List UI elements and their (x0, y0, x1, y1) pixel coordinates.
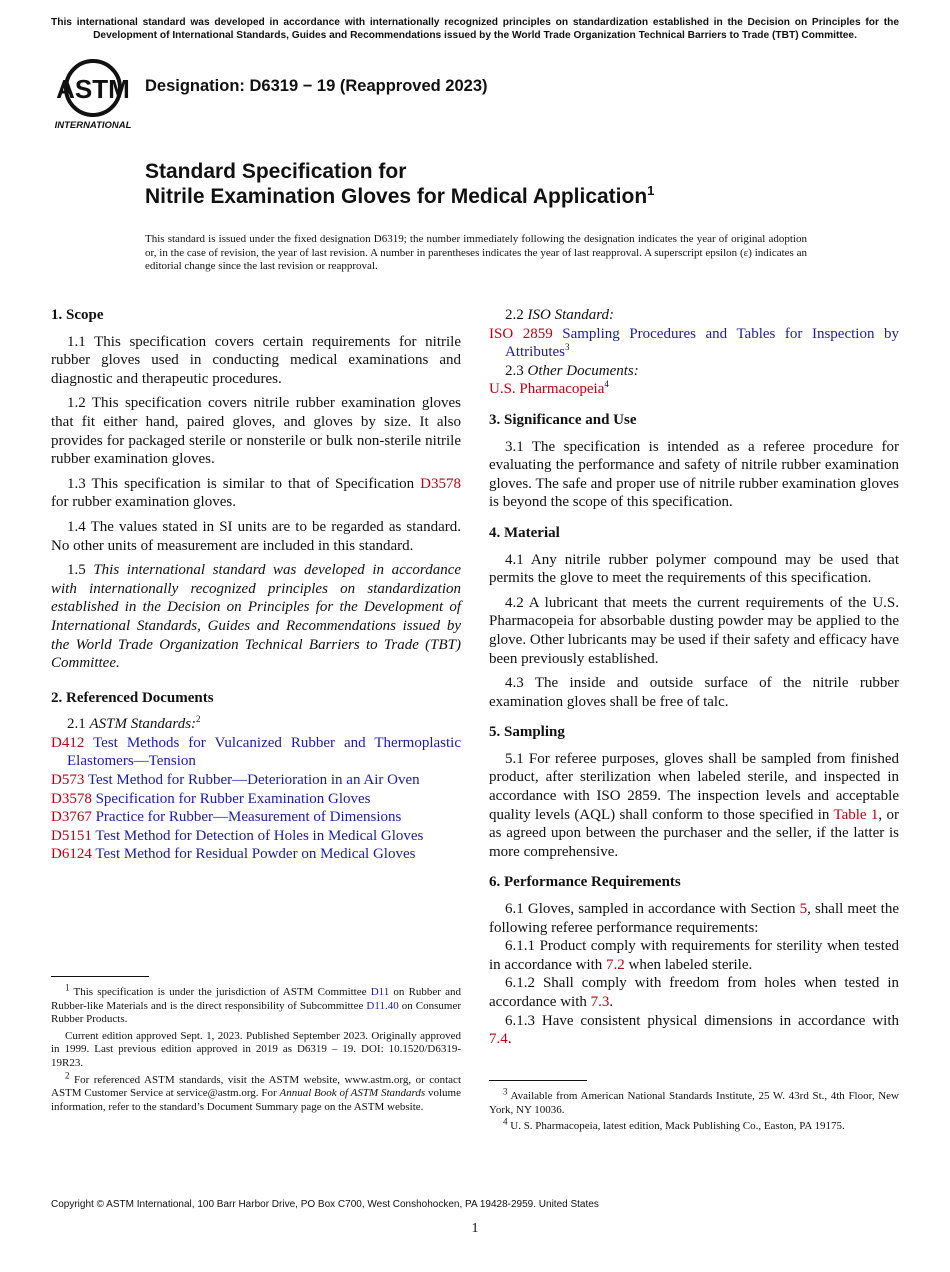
reference-item (51, 808, 461, 827)
footnotes-left (51, 976, 461, 1117)
section-heading: 4. Material (489, 524, 560, 541)
link-section-5[interactable]: 5 (799, 901, 808, 918)
ref-code-link[interactable]: D412 (51, 734, 85, 751)
right-column (489, 306, 899, 1061)
section-heading: 2. Referenced Documents (51, 689, 214, 706)
paragraph: 4.1 Any nitrile rubber polymer compound may be used that permits the glove to meet the requirements of this specification. (489, 551, 899, 587)
ref-code-link[interactable]: D6124 (51, 846, 92, 863)
ref-code-link[interactable]: ISO 2859 (489, 325, 553, 342)
reference-item (51, 845, 461, 864)
text: . (507, 1031, 512, 1048)
ref-title-link[interactable]: Test Method for Rubber—Deterioration in an Air Oven (87, 772, 420, 789)
ref-title-link[interactable]: Sampling Procedures and Tables for Inspection by Attributes (505, 325, 899, 361)
paragraph: 1.1 This specification covers certain requirements for nitrile rubber gloves used in conducting medical examinations and diagnostic and therapeutic procedures. (51, 333, 461, 387)
text: Annual Book of ASTM Standards (279, 1087, 426, 1100)
reference-list (51, 734, 461, 864)
text: when labeled sterile. (624, 956, 753, 973)
title-line-2 (145, 184, 654, 209)
astm-logo (52, 56, 134, 132)
ref-code-link[interactable]: D3767 (51, 809, 92, 826)
section-referenced-documents-cont (489, 306, 899, 399)
reference-item (51, 771, 461, 790)
ref-code-link[interactable]: D5151 (51, 827, 92, 844)
text: 5.1 For referee purposes, gloves shall be sampled from finished product, after sterilization when labeled sterile, and inspected in accordance with ISO 2859. The inspection levels and acceptable quality levels (AQL) shall conform to those specified in (489, 750, 899, 823)
section-performance (489, 873, 899, 1048)
text: This specification is under the jurisdiction of ASTM Committee (69, 986, 371, 998)
footnote-number: 4 (503, 1116, 508, 1127)
text: 6.1 Gloves, sampled in accordance with Section (505, 901, 800, 918)
section-heading: 3. Significance and Use (489, 411, 637, 428)
footnote-divider (51, 976, 149, 977)
footnote-divider (489, 1080, 587, 1081)
footnote-number: 2 (65, 1069, 70, 1080)
paragraph: 4.2 A lubricant that meets the current requirements of the U.S. Pharmacopeia for absorbable dusting powder may be applied to the glove. Other lubricants may be used if their safety and efficacy have been previously established. (489, 594, 899, 667)
ref-code-link[interactable]: U.S. Pharmacopeia (489, 381, 605, 398)
text: 6.1.3 Have consistent physical dimensions in accordance with (505, 1012, 899, 1029)
footnote-ref: 4 (604, 379, 609, 390)
section-material (489, 524, 899, 711)
paragraph (489, 750, 899, 862)
text: on Consumer Rubber Products. (51, 999, 461, 1026)
text: U. S. Pharmacopeia, latest edition, Mack Publishing Co., Easton, PA 19175. (507, 1120, 845, 1133)
link-7-3[interactable]: 7.3 (590, 994, 610, 1010)
section-heading: 6. Performance Requirements (489, 874, 681, 891)
text: ISO Standard: (527, 307, 615, 323)
link-table-1[interactable]: Table 1 (833, 806, 879, 823)
footnote-edition: Current edition approved Sept. 1, 2023. Published September 2023. Originally approved in 1999. Last previous edition approved in 2019 as D6319 – 19. DOI: 10.1520/D6319-19R23. (51, 1029, 461, 1069)
designation: Designation: D6319 − 19 (Reapproved 2023) (145, 77, 488, 95)
text: 1.5 (67, 562, 94, 579)
paragraph: 3.1 The specification is intended as a referee procedure for evaluating the performance and safety of nitrile rubber examination gloves. The safe and proper use of nitrile rubber examination gloves is beyond the scope of this specification. (489, 438, 899, 511)
subheading (489, 362, 899, 381)
ref-code-link[interactable]: D3578 (51, 790, 92, 807)
page-number: 1 (471, 1221, 479, 1236)
text: for rubber examination gloves. (51, 494, 236, 511)
section-referenced-documents (51, 689, 461, 864)
footnote-ref: 2 (196, 714, 201, 725)
text: Available from American National Standards Institute, 25 W. 43rd St., 4th Floor, New York, NY 10036. (489, 1090, 899, 1116)
copyright: Copyright © ASTM International, 100 Barr Harbor Drive, PO Box C700, West Conshohocken, PA 19428-2959. United States (51, 1199, 599, 1210)
subheading (51, 715, 461, 734)
svg-text:INTERNATIONAL: INTERNATIONAL (54, 120, 132, 131)
text: Other Documents: (527, 362, 639, 379)
footnotes-right (489, 1080, 899, 1137)
link-d11[interactable]: D11 (370, 986, 390, 998)
section-significance (489, 411, 899, 512)
text: , shall meet the following referee performance requirements: (489, 901, 899, 936)
text: on Rubber and Rubber-like Materials and is the direct responsibility of Subcommittee (51, 986, 462, 1012)
ref-code-link[interactable]: D573 (51, 772, 85, 789)
text: 2.2 (505, 307, 528, 323)
text: ASTM Standards: (89, 716, 197, 733)
reference-item (51, 734, 461, 771)
reference-item (489, 380, 899, 399)
footnote-3 (489, 1086, 899, 1117)
left-column (51, 306, 461, 876)
footnote-number: 1 (65, 982, 70, 993)
paragraph (489, 974, 899, 1011)
link-d11-40[interactable]: D11.40 (366, 999, 399, 1012)
header-notice: This international standard was developed in accordance with internationally recognized principles on standardization established in the Decision on Principles for the Development of International Standards, Guides and Recommendations issued by the World Trade Organization Technical Barriers to Trade (TBT) Committee. (51, 17, 899, 41)
link-d3578[interactable]: D3578 (420, 475, 461, 492)
reference-item (489, 325, 899, 362)
footnote-2 (51, 1069, 461, 1115)
reference-item (51, 790, 461, 809)
ref-title-link[interactable]: Test Methods for Vulcanized Rubber and Thermoplastic Elastomers—Tension (67, 734, 462, 770)
issue-note: This standard is issued under the fixed designation D6319; the number immediately following the designation indicates the year of original adoption or, in the case of revision, the year of last revision. A number in parentheses indicates the year of last reapproval. A superscript epsilon (ε) indicates an editorial change since the last revision or reapproval. (145, 233, 807, 272)
footnote-1 (51, 982, 462, 1027)
paragraph (489, 1012, 899, 1049)
title-line-1: Standard Specification for (145, 160, 407, 183)
title-text: Nitrile Examination Gloves for Medical Application (145, 185, 648, 208)
link-7-4[interactable]: 7.4 (489, 1031, 508, 1048)
ref-title-link[interactable]: Test Method for Detection of Holes in Medical Gloves (95, 827, 424, 844)
text: 1.3 This specification is similar to that of Specification (67, 475, 421, 492)
text: 2.1 (67, 716, 90, 733)
page-title (145, 159, 654, 209)
section-heading: 5. Sampling (489, 724, 565, 741)
text: 6.1.1 Product comply with requirements for sterility when tested in accordance with (489, 938, 899, 973)
paragraph (489, 900, 899, 937)
link-7-2[interactable]: 7.2 (606, 956, 625, 973)
text: . (609, 994, 614, 1010)
text: For referenced ASTM standards, visit the ASTM website, www.astm.org, or contact ASTM Customer Service at service@astm.org. For (51, 1073, 461, 1100)
text: 6.1.2 Shall comply with freedom from holes when tested in accordance with (489, 975, 899, 1010)
paragraph: 1.4 The values stated in SI units are to be regarded as standard. No other units of measurement are included in this standard. (51, 518, 461, 554)
text: This international standard was developed in accordance with internationally recognized principles on standardization established in the Decision on Principles for the Development of International Standards, Guides and Recommendations issued by the World Trade Organization Technical Barriers to Trade (TBT) Committee. (51, 562, 462, 672)
paragraph (489, 937, 899, 974)
footnote-4 (489, 1116, 899, 1134)
section-heading: 1. Scope (51, 307, 104, 323)
text: , or as agreed upon between the purchaser and the seller, if the latter is more comprehensive. (489, 806, 899, 860)
reference-item (51, 827, 461, 846)
paragraph: 1.2 This specification covers nitrile rubber examination gloves that fit either hand, paired gloves, and gloves by size. It also provides for packaged sterile or nonsterile or bulk non-sterile nitrile rubber examination gloves. (51, 395, 461, 468)
subheading (489, 306, 899, 325)
title-footnote-ref: 1 (647, 183, 655, 198)
footnote-ref: 3 (565, 342, 570, 353)
ref-title-link[interactable]: Specification for Rubber Examination Gloves (95, 790, 371, 807)
ref-title-link[interactable]: Practice for Rubber—Measurement of Dimensions (95, 809, 402, 826)
paragraph (51, 475, 461, 512)
section-sampling (489, 723, 899, 861)
footnote-number: 3 (503, 1086, 508, 1097)
section-scope (51, 306, 461, 673)
ref-title-link[interactable]: Test Method for Residual Powder on Medical Gloves (95, 846, 416, 863)
paragraph: 4.3 The inside and outside surface of the nitrile rubber examination gloves shall be free of talc. (489, 675, 899, 710)
svg-text:ASTM: ASTM (56, 74, 130, 104)
paragraph (51, 561, 461, 673)
text: 2.3 (505, 362, 528, 379)
text: volume information, refer to the standard’s Document Summary page on the ASTM website. (51, 1087, 461, 1113)
